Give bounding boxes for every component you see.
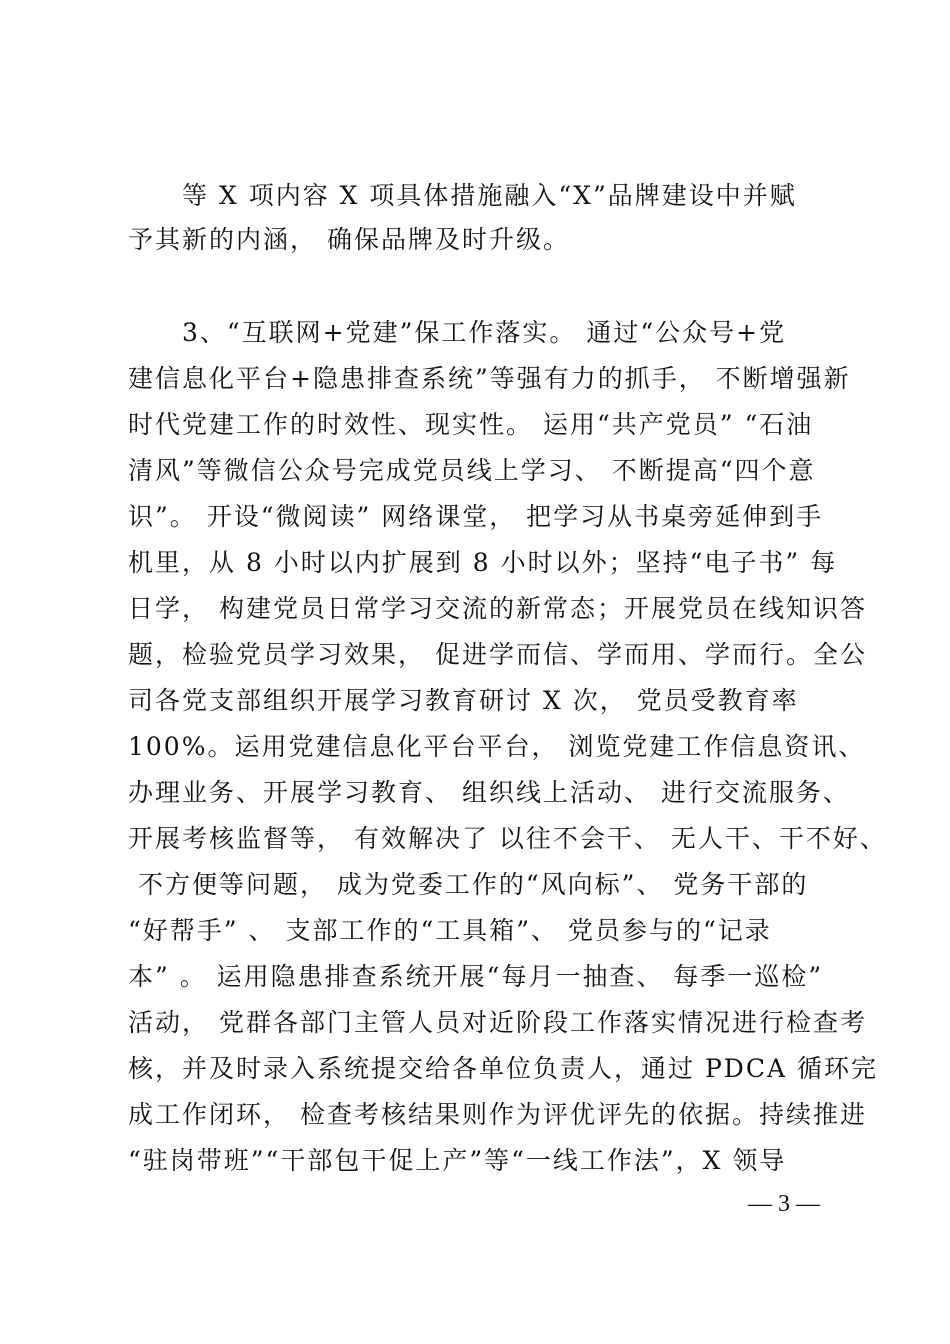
page-number: — 3 — bbox=[748, 1191, 820, 1217]
paragraph-1-line-2: 予其新的内涵， 确保品牌及时升级。 bbox=[128, 225, 570, 254]
paragraph-2-line-6: 机里，从 8 小时以内扩展到 8 小时以外；坚持“电子书” 每 bbox=[128, 548, 838, 577]
paragraph-2-line-4: 清风”等微信公众号完成党员线上学习、 不断提高“四个意 bbox=[128, 456, 816, 485]
paragraph-2-line-17: 核，并及时录入系统提交给各单位负责人，通过 PDCA 循环完 bbox=[128, 1054, 878, 1083]
paragraph-2-line-9: 司各党支部组织开展学习教育研讨 X 次， 党员受教育率 bbox=[128, 686, 799, 715]
paragraph-2-line-18: 成工作闭环， 检查考核结果则作为评优评先的依据。持续推进 bbox=[128, 1100, 867, 1129]
paragraph-2-line-10: 100%。运用党建信息化平台平台， 浏览党建工作信息资讯、 bbox=[128, 732, 866, 761]
paragraph-2-line-1: 3、“互联网+党建”保工作落实。 通过“公众号+党 bbox=[128, 318, 787, 347]
paragraph-2-line-7: 日学， 构建党员日常学习交流的新常态；开展党员在线知识答 bbox=[128, 594, 867, 623]
paragraph-2-line-8: 题，检验党员学习效果， 促进学而信、学而用、学而行。全公 bbox=[128, 640, 867, 669]
paragraph-2-line-11: 办理业务、开展学习教育、 组织线上活动、 进行交流服务、 bbox=[128, 778, 850, 807]
paragraph-2-line-19: “驻岗带班”“干部包干促上产”等“一线工作法”，X 领导 bbox=[128, 1146, 787, 1175]
paragraph-2-line-14: “好帮手” 、 支部工作的“工具箱”、 党员参与的“记录 bbox=[128, 916, 772, 945]
paragraph-2-line-13: 不方便等问题， 成为党委工作的“风向标”、 党务干部的 bbox=[128, 870, 809, 899]
paragraph-2-line-5: 识”。 开设“微阅读” 网络课堂， 把学习从书桌旁延伸到手 bbox=[128, 502, 824, 531]
paragraph-2-line-15: 本” 。 运用隐患排查系统开展“每月一抽查、 每季一巡检” bbox=[128, 962, 824, 991]
paragraph-2-line-12: 开展考核监督等， 有效解决了 以往不会干、 无人干、干不好、 bbox=[128, 824, 887, 853]
paragraph-2-line-2: 建信息化平台+隐患排查系统”等强有力的抓手， 不断增强新 bbox=[128, 364, 851, 393]
paragraph-2-line-3: 时代党建工作的时效性、现实性。 运用“共产党员” “石油 bbox=[128, 410, 814, 439]
paragraph-2-line-16: 活动， 党群各部门主管人员对近阶段工作落实情况进行检查考 bbox=[128, 1008, 867, 1037]
paragraph-1-line-1: 等 X 项内容 X 项具体措施融入“X”品牌建设中并赋 bbox=[128, 181, 797, 210]
